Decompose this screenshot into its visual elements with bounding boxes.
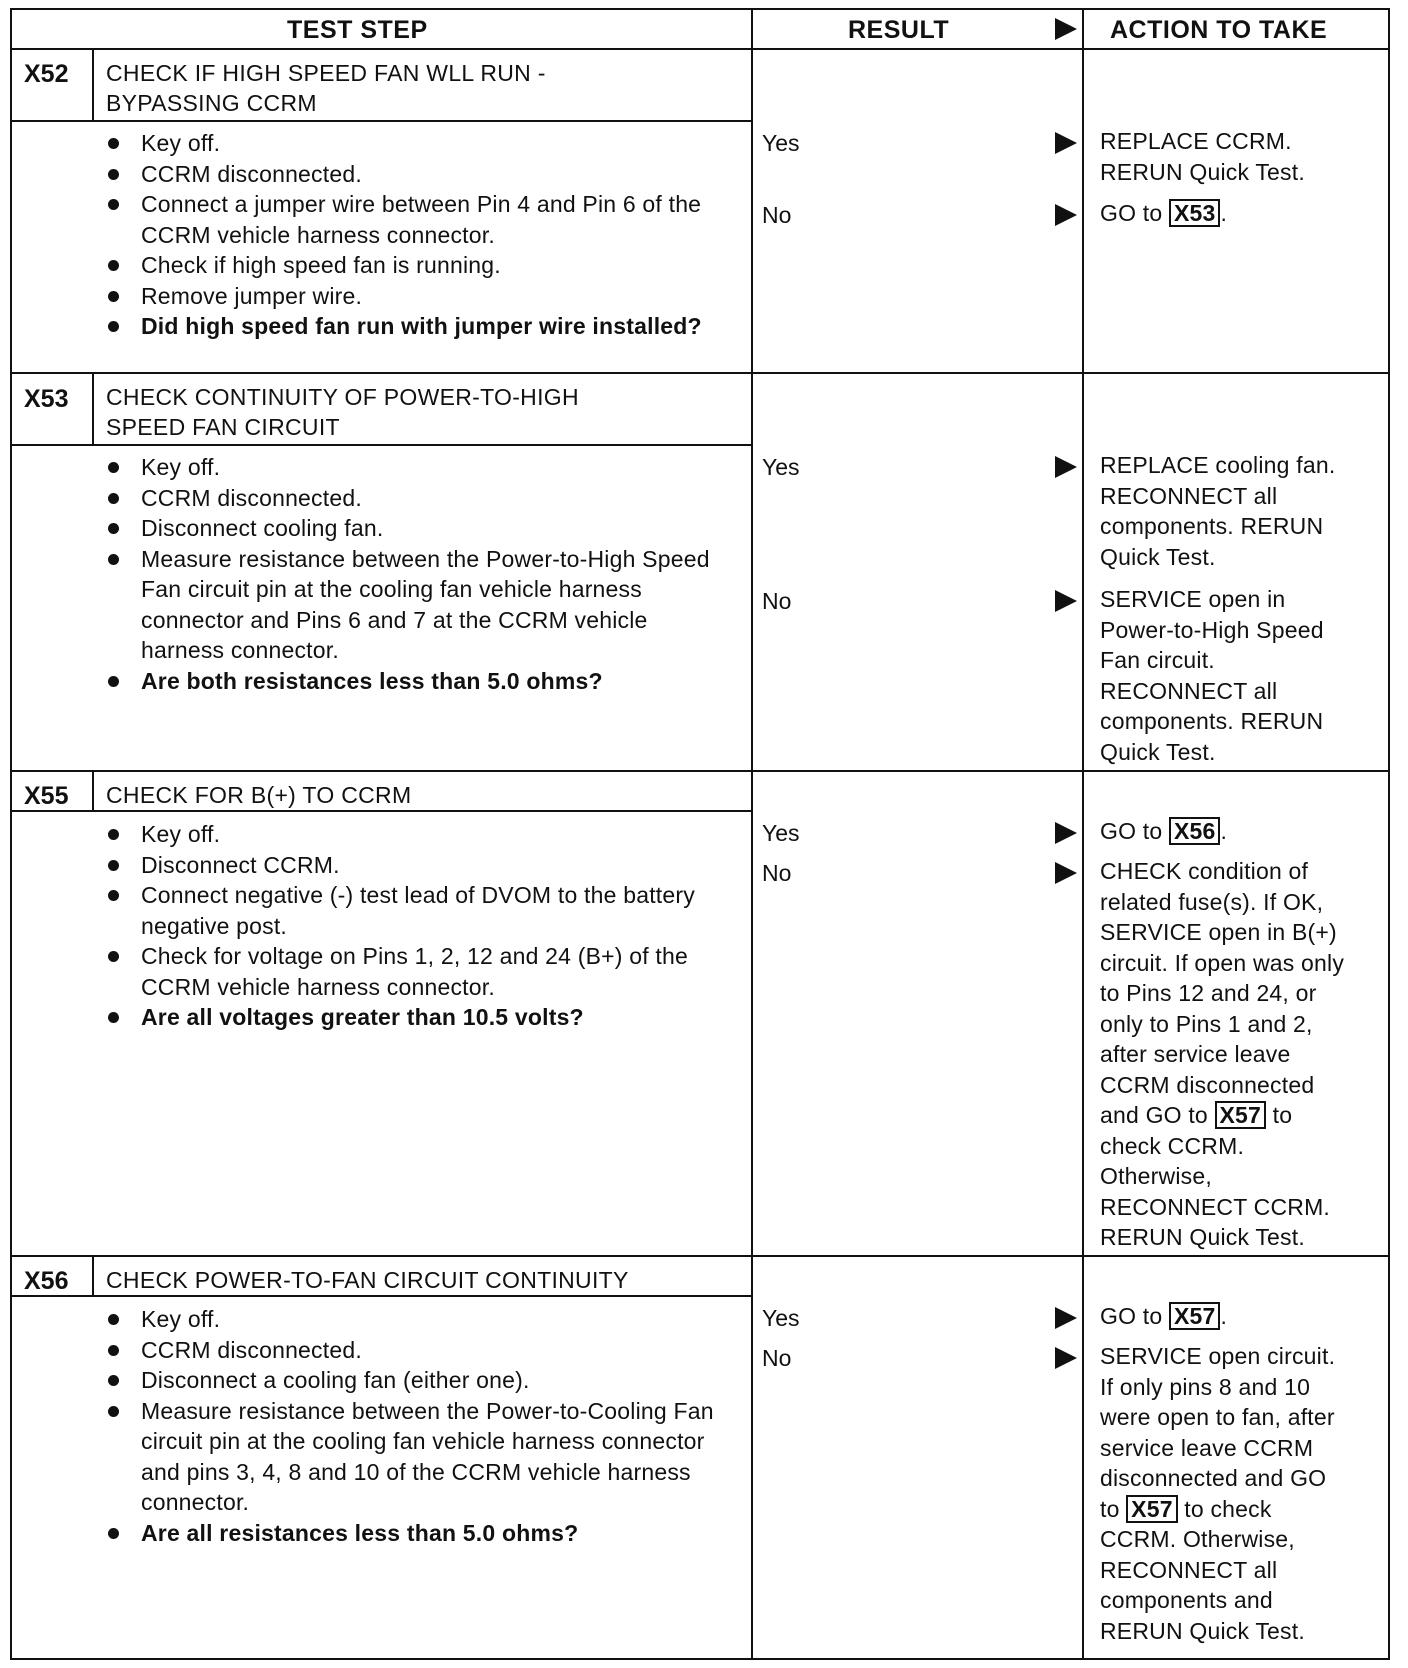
list-item: Disconnect a cooling fan (either one). <box>108 1365 728 1396</box>
step-id-divider <box>92 48 94 120</box>
header-test-step: TEST STEP <box>287 16 428 44</box>
step-reference-link[interactable]: X57 <box>1215 1101 1267 1129</box>
step-reference-link[interactable]: X57 <box>1126 1495 1178 1523</box>
title-divider <box>10 120 752 122</box>
title-divider <box>10 810 752 812</box>
header-result: RESULT <box>848 16 950 44</box>
step-divider <box>10 770 1390 772</box>
step-instructions <box>108 1304 728 1548</box>
step-id-divider <box>92 372 94 444</box>
action-no: SERVICE open circuit. If only pins 8 and 10 were open to fan, after service leave CCRM disconnected and GO to X57 to check CCRM. Otherwise, RECONNECT all components and RERUN Quick Test. <box>1100 1343 1336 1644</box>
step-id: X55 <box>24 782 69 810</box>
list-item: CCRM disconnected. <box>108 483 718 514</box>
arrow-icon <box>1055 822 1077 844</box>
table-left-border <box>10 8 12 1660</box>
step-id: X56 <box>24 1267 69 1295</box>
table-bottom-border <box>10 1658 1390 1660</box>
result-yes: Yes <box>762 820 800 846</box>
action-no: GO to X53 . <box>1100 200 1228 226</box>
step-title: CHECK POWER-TO-FAN CIRCUIT CONTINUITY <box>106 1267 629 1293</box>
list-item: CCRM disconnected. <box>108 159 738 190</box>
list-item: Key off. <box>108 1304 728 1335</box>
list-item: Key off. <box>108 452 718 483</box>
step-divider <box>10 372 1390 374</box>
table-top-border <box>10 8 1390 10</box>
arrow-icon <box>1055 1347 1077 1369</box>
list-item: Key off. <box>108 819 738 850</box>
list-item: Remove jumper wire. <box>108 281 738 312</box>
list-item: Measure resistance between the Power-to-Cooling Fan circuit pin at the cooling fan vehicle harness connector and pins 3, 4, 8 and 10 of the CCRM vehicle harness connector. <box>108 1396 728 1518</box>
action-yes: GO to X57 . <box>1100 1303 1228 1329</box>
step-title: CHECK FOR B(+) TO CCRM <box>106 782 412 808</box>
step-reference-link[interactable]: X56 <box>1169 817 1221 845</box>
list-item: Check for voltage on Pins 1, 2, 12 and 24 (B+) of the CCRM vehicle harness connector. <box>108 941 738 1002</box>
step-id-divider <box>92 770 94 810</box>
arrow-icon <box>1055 204 1077 226</box>
step-title: CHECK CONTINUITY OF POWER-TO-HIGH SPEED FAN CIRCUIT <box>106 384 579 440</box>
list-item: Key off. <box>108 128 738 159</box>
step-id-divider <box>92 1255 94 1295</box>
step-reference-link[interactable]: X57 <box>1169 1302 1221 1330</box>
action-yes: GO to X56 . <box>1100 818 1228 844</box>
step-reference-link[interactable]: X53 <box>1169 199 1221 227</box>
result-column-divider <box>751 8 753 1660</box>
action-no: CHECK condition of related fuse(s). If OK, SERVICE open in B(+) circuit. If open was only to Pins 12 and 24, or only to Pins 1 and 2, after service leave CCRM disconnected and GO to X57 to check CCRM. Otherwise, RECONNECT CCRM. RERUN Quick Test. <box>1100 858 1345 1250</box>
list-item: Disconnect cooling fan. <box>108 513 718 544</box>
table-right-border <box>1388 8 1390 1660</box>
arrow-icon <box>1055 862 1077 884</box>
result-yes: Yes <box>762 130 800 156</box>
step-instructions <box>108 128 738 342</box>
step-instructions <box>108 452 718 696</box>
action-no: SERVICE open in Power-to-High Speed Fan circuit. RECONNECT all components. RERUN Quick Test. <box>1100 586 1324 765</box>
title-divider <box>10 444 752 446</box>
arrow-icon <box>1055 1307 1077 1329</box>
action-yes: REPLACE cooling fan. RECONNECT all components. RERUN Quick Test. <box>1100 452 1336 570</box>
list-item: Check if high speed fan is running. <box>108 250 738 281</box>
result-no: No <box>762 1345 792 1371</box>
action-column-divider <box>1082 8 1084 1660</box>
result-no: No <box>762 860 792 886</box>
question-item: Are all resistances less than 5.0 ohms? <box>108 1518 728 1549</box>
question-item: Are both resistances less than 5.0 ohms? <box>108 666 718 697</box>
step-instructions <box>108 819 738 1033</box>
title-divider <box>10 1295 752 1297</box>
result-yes: Yes <box>762 454 800 480</box>
step-title: CHECK IF HIGH SPEED FAN WLL RUN - BYPASSING CCRM <box>106 60 546 116</box>
result-no: No <box>762 588 792 614</box>
header-arrow-icon <box>1055 18 1077 40</box>
arrow-icon <box>1055 132 1077 154</box>
step-divider <box>10 1255 1390 1257</box>
arrow-icon <box>1055 456 1077 478</box>
list-item: Measure resistance between the Power-to-High Speed Fan circuit pin at the cooling fan vehicle harness connector and Pins 6 and 7 at the CCRM vehicle harness connector. <box>108 544 718 666</box>
header-bottom-border <box>10 48 1390 50</box>
question-item: Are all voltages greater than 10.5 volts? <box>108 1002 738 1033</box>
diagnostic-table <box>10 8 1390 1660</box>
question-item: Did high speed fan run with jumper wire installed? <box>108 311 738 342</box>
arrow-icon <box>1055 590 1077 612</box>
list-item: Connect a jumper wire between Pin 4 and Pin 6 of the CCRM vehicle harness connector. <box>108 189 738 250</box>
list-item: CCRM disconnected. <box>108 1335 728 1366</box>
result-no: No <box>762 202 792 228</box>
result-yes: Yes <box>762 1305 800 1331</box>
list-item: Connect negative (-) test lead of DVOM to the battery negative post. <box>108 880 738 941</box>
step-id: X52 <box>24 60 69 88</box>
action-yes: REPLACE CCRM. RERUN Quick Test. <box>1100 128 1305 185</box>
list-item: Disconnect CCRM. <box>108 850 738 881</box>
step-id: X53 <box>24 385 69 413</box>
header-action: ACTION TO TAKE <box>1110 16 1328 44</box>
